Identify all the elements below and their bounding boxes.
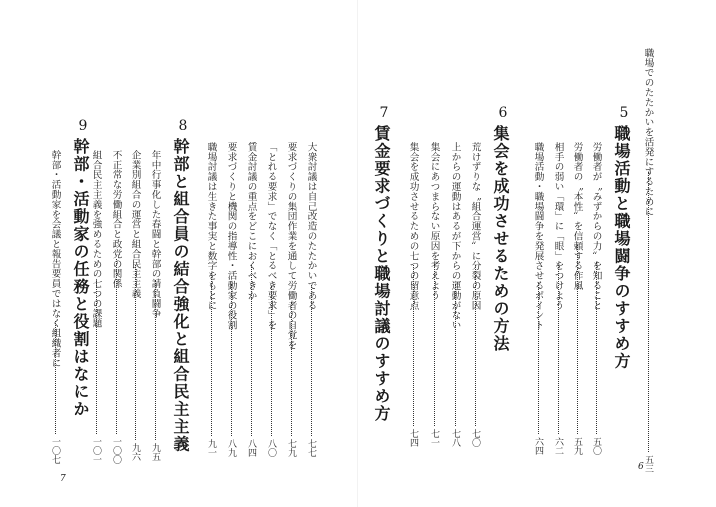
toc-entry-title: 企業別組合の運営と組合民主主義 (129, 150, 141, 299)
toc-page-number: 八〇 (266, 439, 276, 457)
dot-leader (251, 265, 252, 436)
toc-entry-title: 上からの運動はあるが下からの運動がない (449, 142, 461, 331)
chapter-title: 職場活動と職場闘争のすすめ方 (612, 125, 631, 370)
toc-entry-title: 賃金討議の重点をどこにおくべきか (245, 142, 257, 301)
toc-entry-title: 「とれる要求」でなく「とるべき要求」を (265, 142, 277, 331)
toc-entry-title: 職場活動・職場闘争を発展させるポイント (532, 142, 544, 331)
chapter-title: 賃金要求づくりと職場討議のすすめ方 (372, 125, 391, 423)
toc-entry-title: 集会を成功させるための七つの留意点 (407, 142, 419, 311)
toc-entry-title: 労働者が〝みずからの力〟を知ること (590, 142, 602, 311)
dot-leader (577, 245, 578, 434)
toc-page-number: 一〇七 (50, 437, 60, 464)
toc-page-number: 七一 (429, 429, 439, 447)
chapter-number: 8 (178, 118, 188, 134)
dot-leader (96, 281, 97, 434)
toc-entry-title: 職場でのたたかいを活発にするために (642, 48, 654, 217)
toc-entry-title: 年中行事化した春闘と幹部の請負闘争 (149, 150, 161, 319)
toc-page-number: 七八 (450, 429, 460, 447)
toc-entry-title: 荒けずりな〝組合運営〟に分裂の原因 (469, 142, 481, 311)
page-gutter (357, 0, 358, 507)
chapter-number: 7 (379, 105, 389, 121)
toc-entry-title: 集会にあつまらない原因を考えよう (428, 142, 440, 301)
dot-leader (538, 283, 539, 434)
dot-leader (558, 265, 559, 434)
toc-page-number: 五三 (643, 455, 653, 473)
dot-leader (648, 172, 649, 452)
left-page-folio: 7 (60, 474, 66, 484)
toc-page-number: 九五 (150, 443, 160, 461)
toc-page-number: 九六 (130, 443, 140, 461)
toc-page-number: 五九 (572, 437, 582, 455)
toc-entry-title: 職場討議は生きた事実と数字をもとに (205, 142, 217, 311)
toc-entry-title: 労働者の〝本性〟を信頼する作風 (571, 142, 583, 291)
toc-page-number: 八九 (226, 439, 236, 457)
dot-leader (55, 321, 56, 434)
chapter-title: 幹部と組合員の結合強化と組合民主主義 (171, 138, 190, 453)
right-page-folio: 6 (638, 462, 644, 472)
toc-page-number: 六四 (533, 437, 543, 455)
dot-leader (475, 265, 476, 426)
toc-page-number: 八四 (246, 439, 256, 457)
toc-entry-title: 不正常な労働組合と政党の関係 (110, 150, 122, 289)
dot-leader (116, 259, 117, 434)
toc-page-number: 一〇〇 (111, 437, 121, 464)
dot-leader (291, 302, 292, 436)
toc-entry-title: 相手の弱い「環」に「眼」をつけよう (552, 142, 564, 311)
dot-leader (135, 265, 136, 440)
dot-leader (211, 273, 212, 436)
toc-page-number: 九一 (206, 439, 216, 457)
toc-page-number: 七四 (408, 429, 418, 447)
toc-page-number: 六二 (553, 437, 563, 455)
toc-page-number: 七〇 (470, 429, 480, 447)
toc-entry-title: 要求づくりと機関の指導性・活動家の役割 (225, 142, 237, 331)
toc-entry-title: 要求づくりの集団作業を通して労働者の自覚を (285, 142, 297, 350)
toc-page-number: 五〇 (591, 437, 601, 455)
dot-leader (311, 285, 312, 436)
dot-leader (271, 286, 272, 436)
toc-page-number: 七九 (286, 439, 296, 457)
toc-page-number: 七七 (306, 439, 316, 457)
dot-leader (596, 262, 597, 434)
dot-leader (413, 265, 414, 426)
dot-leader (455, 284, 456, 426)
toc-entry-title: 幹部・活動家を会議と報告要員ではなく組織者に (49, 150, 61, 368)
toc-entry-title: 大衆討議は自己改造のたたかいである (305, 142, 317, 311)
toc-entry-title: 組合民主主義を強めるための七つの課題 (90, 150, 102, 329)
chapter-title: 集会を成功させるための方法 (491, 125, 510, 353)
chapter-number: 5 (619, 105, 629, 121)
dot-leader (231, 284, 232, 436)
chapter-title: 幹部・活動家の任務と役割はなにか (71, 138, 90, 418)
dot-leader (155, 280, 156, 440)
chapter-number: 6 (498, 105, 508, 121)
dot-leader (434, 264, 435, 426)
chapter-number: 9 (78, 118, 88, 134)
toc-page-number: 一〇一 (91, 437, 101, 464)
